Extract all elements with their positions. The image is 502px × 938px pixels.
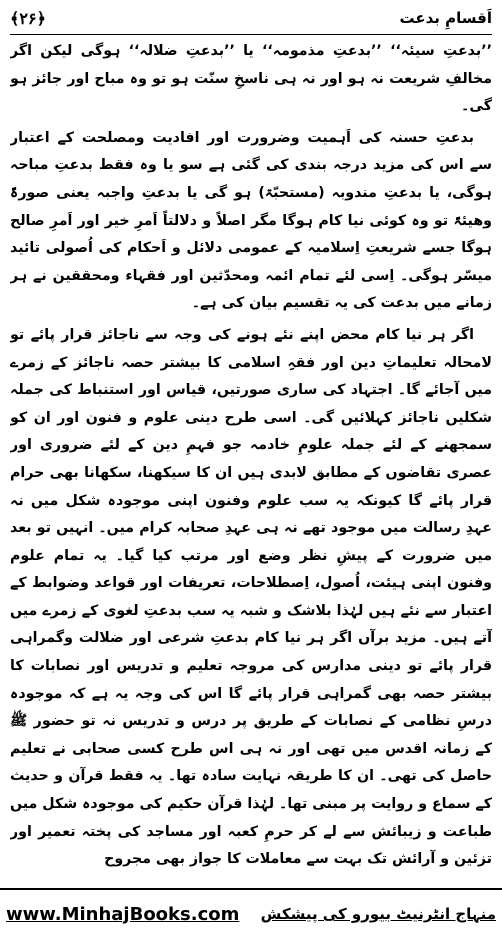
paragraph-2: بدعتِ حسنہ کی اَہمیت وضرورت اور افادیت ومصلحت کے اعتبار سے اس کی مزید درجہ بندی کی گئی ہے سو یا وہ فقط بدعتِ مباحہ ہوگی، یا بدعتِ مندوبہ (مستحبّۃ) ہو گی یا بدعتِ واجبہ یعنی صورۃً وھیئۃً تو وہ کوئی نیا کام ہوگا مگر اصلاً و دلالتاً اَمرِ خیر اور اَمرِ صالح ہوگا جسے شریعتِ اِسلامیہ کے عمومی دلائل و اَحکام کی اُصولی تائید میسّر ہوگی۔ اِسی لئے تمام ائمہ ومحدّثین اور فقہاء ومحققین نے ہر زمانے میں بدعت کی یہ تقسیم بیان کی ہے۔ xyxy=(10,129,492,312)
page-number: ﴿۲۶﴾ xyxy=(10,8,46,28)
running-title: اَقسامِ بدعت xyxy=(399,9,492,27)
footer-divider xyxy=(0,888,502,890)
paragraph-3: اگر ہر نیا کام محض اپنے نئے ہونے کی وجہ سے ناجائز قرار پائے تو لامحالہ تعلیماتِ دین اور فقہِ اسلامی کا بیشتر حصہ ناجائز کے زمرے میں آجائے گا۔ اجتہاد کی ساری صورتیں، قیاس اور استنباط کی جملہ شکلیں ناجائز کہلائیں گی۔ اسی طرح دینی علوم و فنون اور ان کو سمجھنے کے لئے جملہ علومِ خادمہ جو فہمِ دین کے لئے ضروری اور عصری تقاضوں کے مطابق لابدی ہیں ان کا سیکھنا، سکھانا بھی حرام قرار پائے گا کیونکہ یہ سب علوم وفنون اپنی موجودہ شکل میں نہ عہدِ رسالت میں موجود تھے نہ ہی عہدِ صحابہ کرام میں۔ انہیں تو بعد میں ضرورت کے پیشِ نظر وضع اور مرتب کیا گیا۔ یہ تمام علوم وفنون اپنی ہیئت، اُصول، اِصطلاحات، تعریفات اور قواعد وضوابط کے اعتبار سے نئے ہیں لہٰذا بلاشک و شبہ یہ سب بدعتِ لغوی کے زمرے میں آتے ہیں۔ مزید برآں اگر ہر نیا کام بدعتِ شرعی اور ضلالت وگمراہی قرار پائے تو دینی مدارس کی مروجہ تعلیم و تدریس اور نصابات کا بیشتر حصہ بھی گمراہی قرار پائے گا اس کی وجہ یہ ہے کہ موجودہ درسِ نظامی کے نصابات کے طریق پر درس و تدریس نہ تو حضور ﷺ کے زمانہ اقدس میں تھی اور نہ ہی اس طرح کسی صحابی نے تعلیم حاصل کی تھی۔ ان کا طریقہ نہایت سادہ تھا۔ یہ فقط قرآن و حدیث کے سماع و روایت پر مبنی تھا۔ لہٰذا قرآن حکیم کی موجودہ شکل میں طباعت و زیبائش سے لے کر حرمِ کعبہ اور مساجد کی پختہ تعمیر اور تزئین و آرائش تک بہت سے معاملات کا جواز بھی مجروح xyxy=(10,326,492,868)
page-header xyxy=(10,4,492,32)
header-divider xyxy=(10,34,492,35)
paragraph-1: ’’بدعتِ سیئہ‘‘ ’’بدعتِ مذمومہ‘‘ یا ’’بدعتِ ضلالہ‘‘ ہوگی لیکن اگر مخالفِ شریعت نہ ہو اور نہ ہی ناسخِ سنّت ہو تو وہ مباح اور جائز ہو گی۔ xyxy=(10,43,492,115)
page-footer xyxy=(6,894,496,934)
page-body xyxy=(10,38,492,880)
publisher-credit: منہاج انٹرنیٹ بیورو کی پیشکش xyxy=(260,905,496,923)
website-link[interactable]: www.MinhajBooks.com xyxy=(6,903,240,925)
